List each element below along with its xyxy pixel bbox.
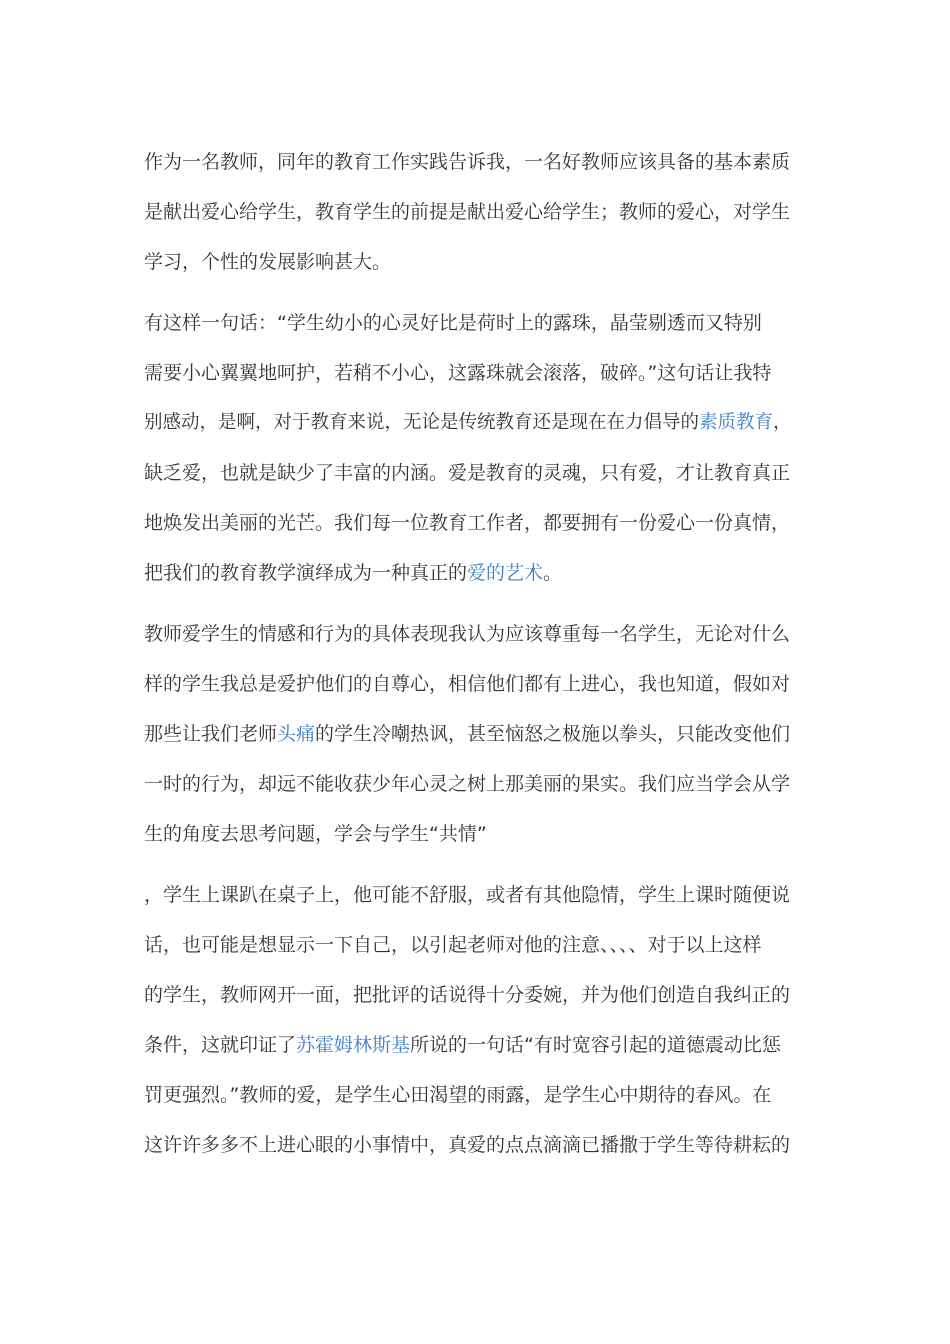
text-run: 是献出爱心给学生，教育学生的前提是献出爱心给学生；教师的爱心，对学生 <box>144 201 791 223</box>
text-run: 一时的行为，却远不能收获少年心灵之树上那美丽的果实。我们应当学会从学 <box>144 773 791 795</box>
text-run: 生的角度去思考问题，学会与学生“共情” <box>144 823 487 845</box>
text-line <box>144 1030 804 1060</box>
link-headache[interactable]: 头痛 <box>277 723 316 745</box>
text-run: 条件，这就印证了 <box>144 1034 297 1056</box>
text-run: ， <box>773 412 792 433</box>
text-run: 所说的一句话“有时宽容引起的道德震动比惩 <box>410 1034 781 1056</box>
text-run: 缺乏爱，也就是缺少了丰富的内涵。爱是教育的灵魂，只有爱，才让教育真正 <box>144 462 791 484</box>
text-line <box>144 147 804 177</box>
link-art-of-love[interactable]: 爱的艺术 <box>467 562 544 584</box>
text-line <box>144 669 804 699</box>
link-quality-education[interactable]: 素质教育 <box>699 412 774 433</box>
text-line <box>144 1130 804 1160</box>
text-line <box>144 408 804 438</box>
text-run: 。 <box>543 562 563 584</box>
text-line <box>144 719 804 749</box>
text-run: 那些让我们老师 <box>144 723 278 745</box>
text-run: ，学生上课趴在桌子上，他可能不舒服，或者有其他隐情，学生上课时随便说 <box>144 884 791 906</box>
text-line <box>144 308 804 338</box>
text-run: 的学生冷嘲热讽，甚至恼怒之极施以拳头，只能改变他们 <box>315 723 791 745</box>
text-line <box>144 508 804 538</box>
text-line <box>144 1080 804 1110</box>
text-run: 别感动，是啊，对于教育来说，无论是传统教育还是现在在力倡导的 <box>144 412 700 433</box>
text-line <box>144 197 804 227</box>
text-line <box>144 358 804 388</box>
text-run: 的学生，教师网开一面，把批评的话说得十分委婉，并为他们创造自我纠正的 <box>144 984 791 1006</box>
text-line <box>144 458 804 488</box>
text-line <box>144 619 804 649</box>
text-run: 有这样一句话：“学生幼小的心灵好比是荷时上的露珠，晶莹剔透而又特别 <box>144 312 762 334</box>
text-run: 作为一名教师，同年的教育工作实践告诉我，一名好教师应该具备的基本素质 <box>144 151 791 173</box>
text-line <box>144 558 804 588</box>
text-line <box>144 247 804 277</box>
link-sukhomlinsky[interactable]: 苏霍姆林斯基 <box>296 1034 411 1056</box>
text-run: 教师爱学生的情感和行为的具体表现我认为应该尊重每一名学生，无论对什么 <box>144 623 791 645</box>
text-run: 话，也可能是想显示一下自己，以引起老师对他的注意、、、、对于以上这样 <box>144 934 762 956</box>
text-run: 把我们的教育教学演绎成为一种真正的 <box>144 562 468 584</box>
text-run: 这许许多多不上进心眼的小事情中，真爱的点点滴滴已播撒于学生等待耕耘的 <box>144 1134 791 1156</box>
text-line <box>144 980 804 1010</box>
text-run: 地焕发出美丽的光芒。我们每一位教育工作者，都要拥有一份爱心一份真情， <box>144 512 791 534</box>
text-line <box>144 819 804 849</box>
text-run: 罚更强烈。”教师的爱，是学生心田渴望的雨露，是学生心中期待的春风。在 <box>144 1084 772 1106</box>
text-run: 需要小心翼翼地呵护，若稍不小心，这露珠就会滚落，破碎。”这句话让我特 <box>144 362 772 384</box>
text-run: 学习，个性的发展影响甚大。 <box>144 251 392 273</box>
text-line <box>144 769 804 799</box>
text-line <box>144 880 804 910</box>
text-line <box>144 930 804 960</box>
text-run: 样的学生我总是爱护他们的自尊心，相信他们都有上进心，我也知道，假如对 <box>144 673 791 695</box>
